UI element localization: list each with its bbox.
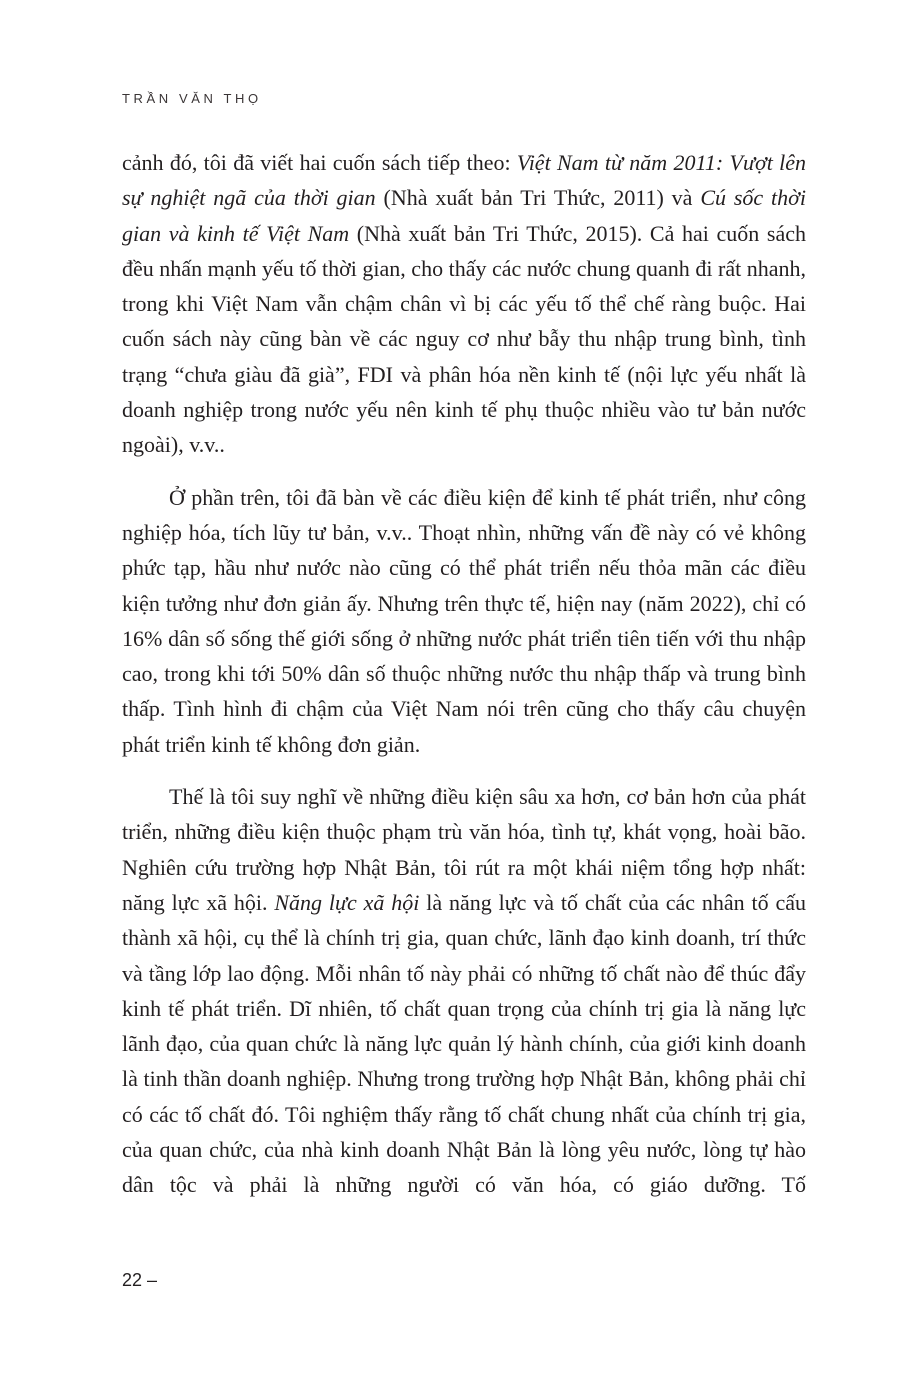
book-title-2: Cú sốc thời gian và kinh tế Việt Nam bbox=[122, 185, 806, 246]
text-span: Ở phần trên, tôi đã bàn về các điều kiện để kinh tế phát triển, như công nghiệp hóa, tích lũy tư bản, v.v.. Thoạt nhìn, những vấn đề này có vẻ không phức tạp, hầu như nước nào cũng có thể phát triển nếu thỏa mãn các điều kiện tưởng như đơn giản ấy. Nhưng trên thực tế, hiện nay (năm 2022), chỉ có 16% dân số sống thế giới sống ở những nước phát triển tiên tiến với thu nhập cao, trong khi tới 50% dân số thuộc những nước thu nhập thấp và trung bình thấp. Tình hình đi chậm của Việt Nam nói trên cũng cho thấy câu chuyện phát triển kinh tế không đơn giản. bbox=[122, 484, 806, 757]
text-span: cảnh đó, tôi đã viết hai cuốn sách tiếp theo: bbox=[122, 150, 517, 175]
text-span: (Nhà xuất bản Tri Thức, 2011) và bbox=[375, 185, 701, 211]
paragraph-3 bbox=[122, 779, 806, 1203]
page-number: 22 – bbox=[122, 1270, 158, 1290]
text-span: là năng lực và tố chất của các nhân tố cấu thành xã hội, cụ thể là chính trị gia, quan chức, lãnh đạo kinh doanh, trí thức và tầng lớp lao động. Mỗi nhân tố này phải có những tố chất nào để thúc đẩy kinh tế phát triển. Dĩ nhiên, tố chất quan trọng của chính trị gia là năng lực lãnh đạo, của quan chức là năng lực quản lý hành chính, của giới kinh doanh là tinh thần doanh nghiệp. Nhưng trong trường hợp Nhật Bản, không phải chỉ có các tố chất đó. Tôi nghiệm thấy rằng tố chất chung nhất của chính trị gia, của quan chức, của nhà kinh doanh Nhật Bản là lòng yêu nước, lòng tự hào dân tộc và phải là những người có văn hóa, có giáo dưỡng. Tố bbox=[122, 889, 806, 1198]
text-span: Thế là tôi suy nghĩ về những điều kiện sâu xa hơn, cơ bản hơn của phát triển, những điều kiện thuộc phạm trù văn hóa, tình tự, khát vọng, hoài bão. Nghiên cứu trường hợp Nhật Bản, tôi rút ra một khái niệm tổng hợp nhất: năng lực xã hội. bbox=[122, 784, 806, 915]
paragraph-1 bbox=[122, 145, 806, 463]
term-italic: Năng lực xã hội bbox=[274, 889, 420, 915]
text-span: (Nhà xuất bản Tri Thức, 2015). Cả hai cuốn sách đều nhấn mạnh yếu tố thời gian, cho thấy các nước chung quanh đi rất nhanh, trong khi Việt Nam vẫn chậm chân vì bị các yếu tố thể chế ràng buộc. Hai cuốn sách này cũng bàn về các nguy cơ như bẫy thu nhập trung bình, tình trạng “chưa giàu đã già”, FDI và phân hóa nền kinh tế (nội lực yếu nhất là doanh nghiệp trong nước yếu nên kinh tế phụ thuộc nhiều vào tư bản nước ngoài), v.v.. bbox=[122, 220, 806, 458]
paragraph-2 bbox=[122, 480, 806, 762]
body-text bbox=[122, 145, 806, 1203]
book-title-1: Việt Nam từ năm 2011: Vượt lên sự nghiệt ngã của thời gian bbox=[122, 150, 807, 211]
running-head: TRẦN VĂN THỌ bbox=[122, 91, 262, 106]
